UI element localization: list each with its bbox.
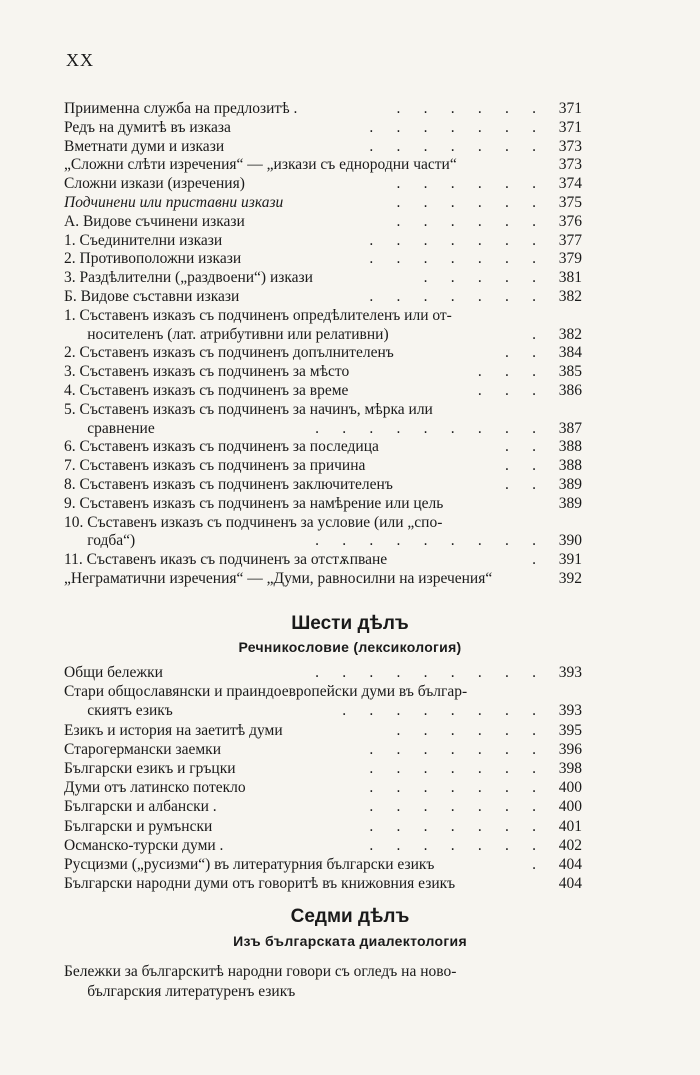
toc-entry-title: 5. Съставенъ изказъ съ подчиненъ за начинъ, мѣрка или: [64, 400, 433, 418]
toc-entry-leader-dots: . . .: [477, 381, 536, 399]
toc-entry-title: 2. Противоположни изкази: [64, 250, 242, 268]
toc-entry-title: Османско-турски думи .: [64, 836, 224, 854]
toc-entry-page-number: 391: [558, 551, 582, 569]
toc-entry-page-number: 400: [558, 798, 582, 816]
toc-entry-page-number: 390: [558, 532, 582, 550]
toc-entry: [64, 194, 582, 213]
toc-entry-title: Стари общославянски и праиндоевропейски думи въ българ-: [64, 683, 468, 701]
toc-entry-leader-dots: . . . . . . .: [369, 798, 536, 816]
toc-entry-page-number: 389: [558, 494, 582, 512]
toc-entry-leader-dots: . . . . . . . . .: [315, 419, 536, 437]
toc-entry-leader-dots: . . . . .: [423, 269, 536, 287]
toc-entry: [64, 401, 582, 420]
toc-entry: [64, 307, 582, 326]
toc-entry-page-number: 373: [558, 156, 582, 174]
toc-entry-title: Български езикъ и гръцки: [64, 759, 236, 777]
part-7-title: Седми дѣлъ: [290, 906, 410, 927]
toc-entry-leader-dots: . . . . . . .: [369, 137, 536, 155]
toc-entry-page-number: 379: [558, 250, 582, 268]
toc-entry-page-number: 386: [558, 381, 582, 399]
toc-entry-title: Бележки за българскитѣ народни говори съ огледъ на ново-: [64, 963, 457, 980]
toc-entry-leader-dots: . .: [505, 438, 536, 456]
toc-entry-title: Езикъ и история на заетитѣ думи: [64, 721, 283, 739]
toc-entry: [64, 797, 582, 816]
toc-part-5-continued: [64, 100, 582, 589]
toc-entry-title: носителенъ (лат. атрибутивни или релативни): [64, 325, 389, 343]
toc-entry: [64, 175, 582, 194]
toc-entry-title: Русцизми („русизми“) въ литературния български езикъ: [64, 855, 435, 873]
toc-entry-page-number: 377: [558, 231, 582, 249]
toc-entry-leader-dots: . . . . . . .: [369, 836, 536, 854]
toc-entry: [64, 721, 582, 740]
toc-entry-page-number: 389: [558, 475, 582, 493]
toc-entry: [64, 363, 582, 382]
toc-entry: [64, 532, 582, 551]
toc-entry: [64, 250, 582, 269]
toc-entry: [64, 817, 582, 836]
toc-entry: [64, 288, 582, 307]
toc-entry-title: „Неграматични изречения“ — „Думи, равносилни на изречения“: [64, 569, 493, 587]
toc-entry-title: 4. Съставенъ изказъ съ подчиненъ за време: [64, 381, 349, 399]
toc-entry-page-number: 401: [558, 817, 582, 835]
toc-entry: [64, 213, 582, 232]
toc-entry-page-number: 387: [558, 419, 582, 437]
toc-entry-title: 1. Съставенъ изказъ съ подчиненъ опредѣлителенъ или от-: [64, 306, 452, 324]
toc-entry-title: 10. Съставенъ изказъ съ подчиненъ за условие (или „спо-: [64, 513, 443, 531]
toc-entry-title: 2. Съставенъ изказъ съ подчиненъ допълнителенъ: [64, 344, 394, 362]
toc-entry: [64, 476, 582, 495]
toc-entry-title: 3. Съставенъ изказъ съ подчиненъ за мѣсто: [64, 363, 350, 381]
toc-entry-title: сравнение: [64, 419, 155, 437]
toc-entry-page-number: 398: [558, 759, 582, 777]
toc-entry-leader-dots: . . . . . .: [396, 100, 536, 117]
toc-entry-title: 8. Съставенъ изказъ съ подчиненъ заключителенъ: [64, 475, 393, 493]
toc-entry-leader-dots: . . . . . .: [396, 175, 536, 193]
toc-entry-leader-dots: . . . . . . .: [369, 779, 536, 797]
part-7-subtitle: Изъ българската диалектология: [233, 933, 467, 949]
toc-entry: [64, 514, 582, 533]
toc-entry-leader-dots: .: [532, 855, 536, 873]
toc-entry-leader-dots: . . .: [477, 363, 536, 381]
toc-entry-page-number: 404: [558, 875, 582, 893]
toc-entry: [64, 420, 582, 439]
toc-entry: [64, 551, 582, 570]
toc-entry-title: „Сложни слѣти изречения“ — „изкази съ еднородни части“: [64, 156, 457, 174]
toc-entry: [64, 138, 582, 157]
toc-entry-page-number: 388: [558, 438, 582, 456]
toc-entry-page-number: 373: [558, 137, 582, 155]
toc-entry-page-number: 384: [558, 344, 582, 362]
toc-entry-leader-dots: . . . . . . . .: [342, 702, 536, 720]
toc-entry: [64, 778, 582, 797]
part-6-title: Шести дѣлъ: [291, 613, 409, 634]
toc-entry-title: Български и румънски: [64, 817, 213, 835]
toc-entry-page-number: 382: [558, 325, 582, 343]
toc-part-7: [64, 962, 582, 1002]
toc-part-6: [64, 663, 582, 893]
toc-entry-page-number: 400: [558, 779, 582, 797]
toc-entry-page-number: 393: [558, 664, 582, 681]
toc-entry-title: 7. Съставенъ изказъ съ подчиненъ за причина: [64, 457, 366, 475]
page-number: XX: [66, 50, 94, 70]
toc-entry: [64, 382, 582, 401]
toc-entry: [64, 269, 582, 288]
toc-entry-page-number: 395: [558, 721, 582, 739]
toc-entry-page-number: 382: [558, 287, 582, 305]
toc-entry-leader-dots: . . . . . .: [396, 721, 536, 739]
toc-entry-leader-dots: . . . . . . .: [369, 287, 536, 305]
toc-entry-page-number: 393: [558, 702, 582, 720]
toc-entry-page-number: 402: [558, 836, 582, 854]
toc-entry-leader-dots: . . . . . .: [396, 212, 536, 230]
toc-entry-leader-dots: . . . . . . .: [369, 118, 536, 136]
toc-entry: [64, 663, 582, 682]
toc-entry-title: Вметнати думи и изкази: [64, 137, 225, 155]
toc-entry-leader-dots: . . . . . . .: [369, 740, 536, 758]
toc-entry: [64, 982, 582, 1002]
toc-entry-page-number: 381: [558, 269, 582, 287]
toc-entry: [64, 457, 582, 476]
toc-entry-page-number: 396: [558, 740, 582, 758]
toc-entry-title: 6. Съставенъ изказъ съ подчиненъ за последица: [64, 438, 379, 456]
toc-entry-title: Старогермански заемки: [64, 740, 221, 758]
toc-entry-title: Думи отъ латинско потекло: [64, 779, 246, 797]
toc-entry: [64, 100, 582, 119]
toc-entry-page-number: 371: [558, 118, 582, 136]
toc-entry-leader-dots: .: [532, 325, 536, 343]
toc-entry-page-number: 374: [558, 175, 582, 193]
toc-entry-leader-dots: . .: [505, 475, 536, 493]
toc-entry-leader-dots: . .: [505, 344, 536, 362]
toc-entry-title: 3. Раздѣлителни („раздвоени“) изкази: [64, 269, 313, 287]
toc-entry-title: Приименна служба на предлозитѣ .: [64, 100, 298, 117]
toc-entry-page-number: 385: [558, 363, 582, 381]
toc-entry: [64, 495, 582, 514]
toc-entry: [64, 855, 582, 874]
toc-entry: [64, 701, 582, 720]
toc-entry: [64, 836, 582, 855]
toc-entry-leader-dots: . . . . . . . . .: [315, 664, 536, 681]
toc-entry: [64, 740, 582, 759]
toc-entry-page-number: 404: [558, 855, 582, 873]
toc-entry-title: Сложни изкази (изречения): [64, 175, 245, 193]
toc-entry: [64, 156, 582, 175]
toc-entry: [64, 232, 582, 251]
toc-entry: [64, 326, 582, 345]
toc-entry-page-number: 392: [558, 569, 582, 587]
toc-entry-title: годба“): [64, 532, 136, 550]
toc-entry-leader-dots: . . . . . . .: [369, 817, 536, 835]
toc-entry-leader-dots: . .: [505, 457, 536, 475]
toc-entry: [64, 962, 582, 982]
toc-entry-leader-dots: . . . . . . .: [369, 231, 536, 249]
toc-entry: [64, 119, 582, 138]
toc-entry: [64, 438, 582, 457]
toc-entry-title: Български и албански .: [64, 798, 217, 816]
toc-entry-leader-dots: . . . . . . . . .: [315, 532, 536, 550]
toc-entry-title: Подчинени или приставни изкази: [64, 193, 284, 211]
toc-entry-title: Редъ на думитѣ въ изказа: [64, 118, 231, 136]
toc-entry-title: 1. Съединителни изкази: [64, 231, 223, 249]
toc-entry-title: скиятъ езикъ: [64, 702, 173, 720]
toc-entry-page-number: 371: [558, 100, 582, 117]
toc-entry-leader-dots: . . . . . . .: [369, 759, 536, 777]
toc-entry-title: 9. Съставенъ изказъ съ подчиненъ за намѣрение или цель: [64, 494, 444, 512]
toc-entry-title: А. Видове съчинени изкази: [64, 212, 245, 230]
toc-entry-leader-dots: .: [532, 551, 536, 569]
toc-entry-title: Български народни думи отъ говоритѣ въ книжовния езикъ: [64, 875, 456, 893]
toc-entry-leader-dots: . . . . . .: [396, 193, 536, 211]
toc-entry-page-number: 375: [558, 193, 582, 211]
toc-entry: [64, 759, 582, 778]
toc-entry: [64, 682, 582, 701]
toc-entry-page-number: 388: [558, 457, 582, 475]
toc-entry: [64, 874, 582, 893]
toc-entry-leader-dots: . . . . . . .: [369, 250, 536, 268]
toc-entry-title: 11. Съставенъ иказъ съ подчиненъ за отстѫпване: [64, 551, 388, 569]
toc-entry-title: Б. Видове съставни изкази: [64, 287, 240, 305]
toc-entry-title: Общи бележки: [64, 664, 163, 681]
part-6-subtitle: Речникословие (лексикология): [238, 639, 462, 655]
toc-entry-page-number: 376: [558, 212, 582, 230]
toc-entry: [64, 570, 582, 589]
toc-entry-title: българския литературенъ езикъ: [64, 983, 296, 1000]
toc-entry: [64, 344, 582, 363]
